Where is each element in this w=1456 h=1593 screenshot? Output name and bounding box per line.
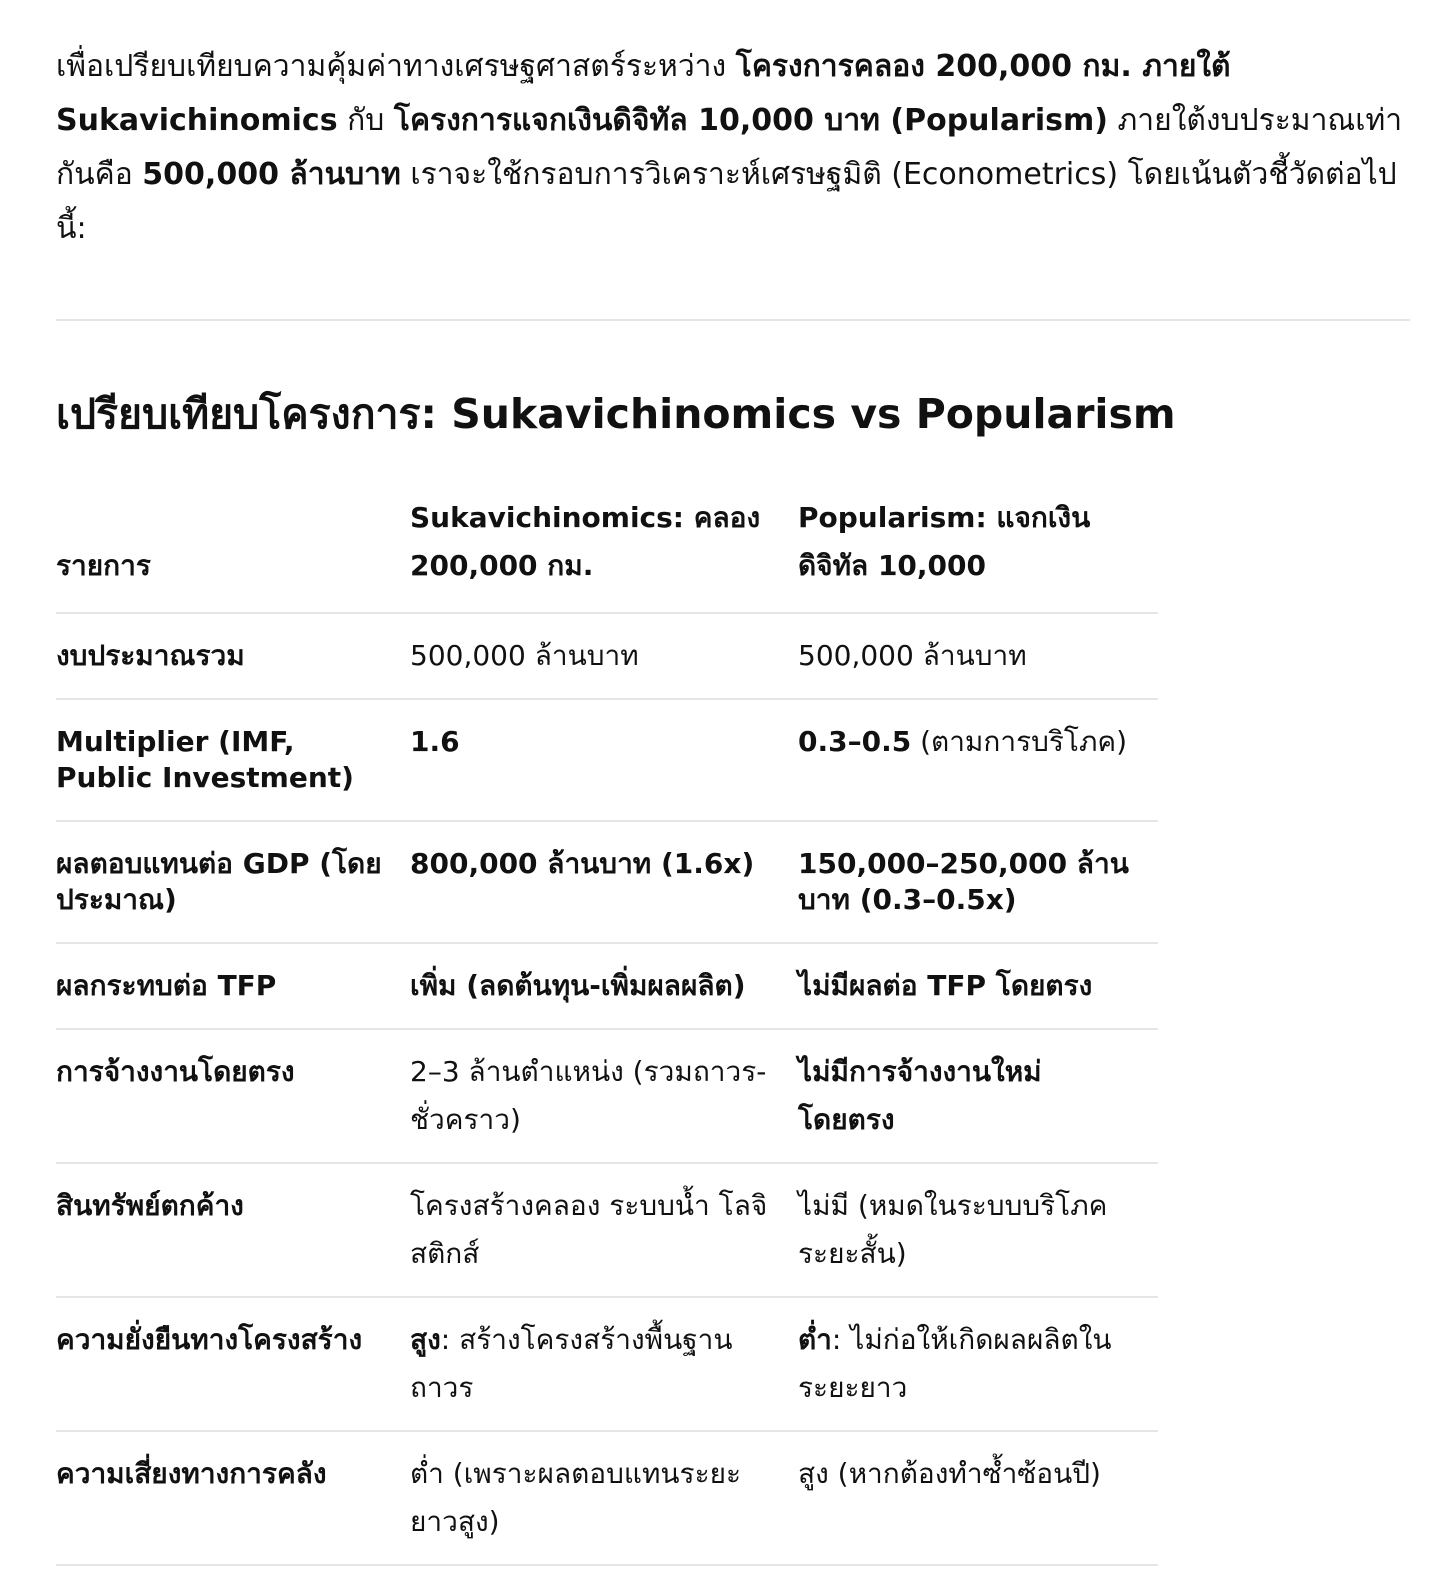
cell-value-bold: ต่ำ — [798, 1323, 832, 1356]
cell-popularism: 150,000–250,000 ล้านบาท (0.3–0.5x) — [798, 821, 1158, 943]
cell-sukavichinomics — [410, 821, 798, 943]
cell-value-bold: 800,000 — [410, 847, 538, 880]
cell-popularism — [798, 1297, 1158, 1431]
table-row — [56, 1431, 1158, 1565]
row-label: ความยั่งยืนทางโครงสร้าง — [56, 1297, 410, 1431]
intro-paragraph — [56, 0, 1416, 256]
cell-value-bold: สูง — [410, 1323, 441, 1356]
table-row — [56, 613, 1158, 699]
cell-value-bold: 0.3–0.5 — [798, 725, 912, 758]
cell-popularism: ไม่มีการจ้างงานใหม่โดยตรง — [798, 1029, 1158, 1163]
cell-sukavichinomics: 500,000 ล้านบาท — [410, 613, 798, 699]
cell-value-note: : สร้างโครงสร้างพื้นฐานถาวร — [410, 1323, 733, 1404]
table-row — [56, 1029, 1158, 1163]
cell-sukavichinomics: ต่ำ (เพราะผลตอบแทนระยะยาวสูง) — [410, 1431, 798, 1565]
header-popularism: Popularism: แจกเงินดิจิทัล 10,000 — [798, 488, 1158, 613]
header-item: รายการ — [56, 488, 410, 613]
cell-popularism: 500,000 ล้านบาท — [798, 613, 1158, 699]
table-header-row — [56, 488, 1158, 613]
table-row — [56, 821, 1158, 943]
cell-value-note: (ตามการบริโภค) — [911, 725, 1128, 758]
intro-canal-project: โครงการคลอง 200,000 กม. ภายใต้ Sukavichinomics — [56, 49, 1231, 138]
intro-text-4: เราจะใช้กรอบการวิเคราะห์เศรษฐมิติ (Econometrics) โดยเน้นตัวชี้วัดต่อไปนี้: — [56, 157, 1397, 246]
intro-text-3: ภายใต้งบประมาณเท่ากันคือ — [56, 103, 1403, 192]
cell-popularism — [798, 699, 1158, 821]
cell-sukavichinomics: เพิ่ม (ลดต้นทุน-เพิ่มผลผลิต) — [410, 943, 798, 1029]
row-label: ความเสี่ยงทางการคลัง — [56, 1431, 410, 1565]
cell-sukavichinomics: 1.6 — [410, 699, 798, 821]
table-row — [56, 943, 1158, 1029]
cell-popularism: ไม่มีผลต่อ TFP โดยตรง — [798, 943, 1158, 1029]
cell-sukavichinomics: โครงสร้างคลอง ระบบน้ำ โลจิสติกส์ — [410, 1163, 798, 1297]
comparison-table — [56, 488, 1158, 1566]
intro-text-1: เพื่อเปรียบเทียบความคุ้มค่าทางเศรษฐศาสตร์ระหว่าง — [56, 49, 736, 84]
row-label: สินทรัพย์ตกค้าง — [56, 1163, 410, 1297]
row-label: ผลกระทบต่อ TFP — [56, 943, 410, 1029]
intro-budget: 500,000 ล้านบาท — [142, 157, 401, 192]
table-row — [56, 1297, 1158, 1431]
intro-text-2: กับ — [337, 103, 394, 138]
cell-value-rest: ล้านบาท (1.6x) — [537, 847, 755, 880]
row-label: ผลตอบแทนต่อ GDP (โดยประมาณ) — [56, 821, 410, 943]
table-row — [56, 1163, 1158, 1297]
cell-popularism: ไม่มี (หมดในระบบบริโภคระยะสั้น) — [798, 1163, 1158, 1297]
cell-sukavichinomics — [410, 1297, 798, 1431]
cell-popularism: สูง (หากต้องทำซ้ำซ้อนปี) — [798, 1431, 1158, 1565]
section-divider — [56, 319, 1410, 321]
row-label: การจ้างงานโดยตรง — [56, 1029, 410, 1163]
header-sukavichinomics: Sukavichinomics: คลอง 200,000 กม. — [410, 488, 798, 613]
row-label: Multiplier (IMF, Public Investment) — [56, 699, 410, 821]
cell-sukavichinomics: 2–3 ล้านตำแหน่ง (รวมถาวร-ชั่วคราว) — [410, 1029, 798, 1163]
row-label: งบประมาณรวม — [56, 613, 410, 699]
table-row — [56, 699, 1158, 821]
cell-value-note: : ไม่ก่อให้เกิดผลผลิตในระยะยาว — [798, 1323, 1112, 1404]
intro-digital-wallet-project: โครงการแจกเงินดิจิทัล 10,000 บาท (Popularism) — [393, 103, 1108, 138]
section-heading: เปรียบเทียบโครงการ: Sukavichinomics vs Popularism — [56, 390, 1176, 438]
